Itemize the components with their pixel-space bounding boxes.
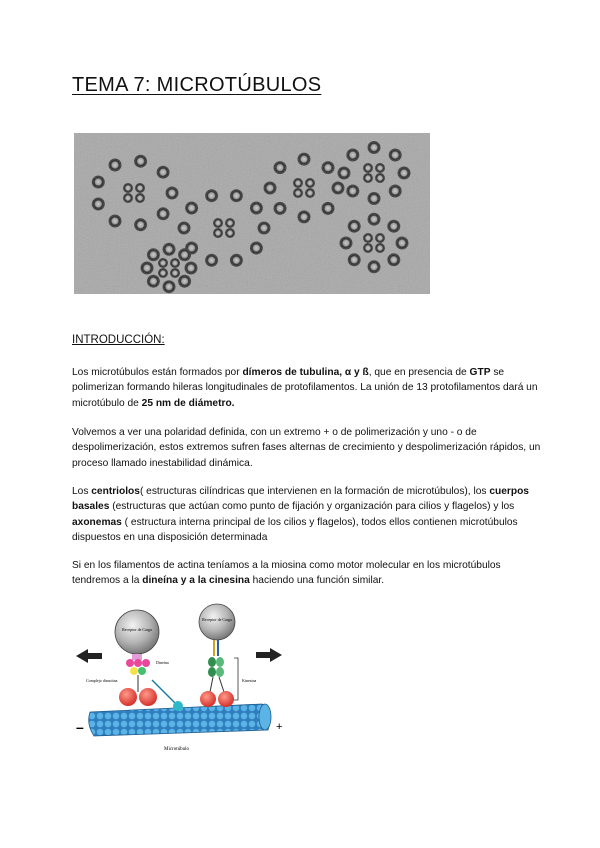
minus-end-label: –: [76, 719, 84, 735]
p4-bold-1: dineína y a la cinesina: [142, 575, 250, 587]
p3-bold-2: cuerpos basales: [72, 486, 529, 513]
p4-text-1: Si en los filamentos de actina teníamos a la miosina como motor molecular en los microtúbulos tendremos a la: [72, 560, 501, 587]
kinesin-label: Kinesina: [242, 678, 257, 683]
dynactin-complex-label: Complejo dinactina: [86, 678, 118, 683]
dynein-motor: [86, 610, 183, 711]
p3-text-3: (estructuras que actúan como punto de fijación y organización para cilios y flagelos) y los: [109, 501, 515, 513]
paragraph-3: [72, 484, 542, 546]
p1-text-3: se polimerizan formando hileras longitudinales de protofilamentos. La unión de 13 protofilamentos dará un microtúbulo de: [72, 367, 538, 409]
p2-text-1: Volvemos a ver una polaridad definida, con un extremo + o de polimerización y uno - o de despolimerización, estos extremos sufren fases alternas de crecimiento y despolimerización rápidos, un proceso llamado inestabilidad dinámica.: [72, 427, 541, 469]
left-arrow-icon: [76, 649, 102, 663]
right-cargo-label: Receptor de Carga: [202, 617, 232, 622]
left-cargo-sphere: [115, 610, 159, 654]
p3-bold-3: axonemas: [72, 516, 122, 528]
micrograph-image: [74, 133, 430, 294]
right-arrow-icon: [256, 648, 282, 662]
page-title: TEMA 7: MICROTÚBULOS: [72, 74, 322, 96]
p1-bold-3: 25 nm de diámetro.: [141, 397, 235, 409]
p3-text-2: ( estructuras cilíndricas que intervienen en la formación de microtúbulos), los: [139, 486, 490, 497]
motor-proteins-diagram: [72, 600, 292, 770]
section-heading: INTRODUCCIÓN:: [72, 334, 165, 346]
p3-text-1: Los: [72, 486, 92, 497]
p1-text-1: Los microtúbulos están formados por: [72, 367, 243, 378]
paragraph-2: [72, 425, 542, 471]
p4-text-2: haciendo una función similar.: [249, 575, 385, 587]
p3-bold-1: centriolos: [91, 486, 140, 497]
p1-text-2: , que en presencia de: [368, 367, 470, 378]
paragraph-1: [72, 365, 542, 411]
p3-text-4: ( estructura interna principal de los cilios y flagelos), todos ellos contienen microtúbulos dispuestos en una disposición determinada: [72, 516, 518, 544]
track-label: Microtúbulo: [164, 747, 189, 752]
dynein-label: Dineína: [156, 660, 169, 665]
plus-end-label: +: [276, 721, 283, 733]
right-cargo-sphere: [199, 604, 235, 640]
kinesin-motor: [199, 604, 256, 707]
paragraph-4: [72, 558, 542, 589]
p1-bold-1: dímeros de tubulina, α y ß: [242, 367, 369, 378]
p1-bold-2: GTP: [469, 367, 491, 378]
left-cargo-label: Receptor de Carga: [122, 627, 152, 632]
